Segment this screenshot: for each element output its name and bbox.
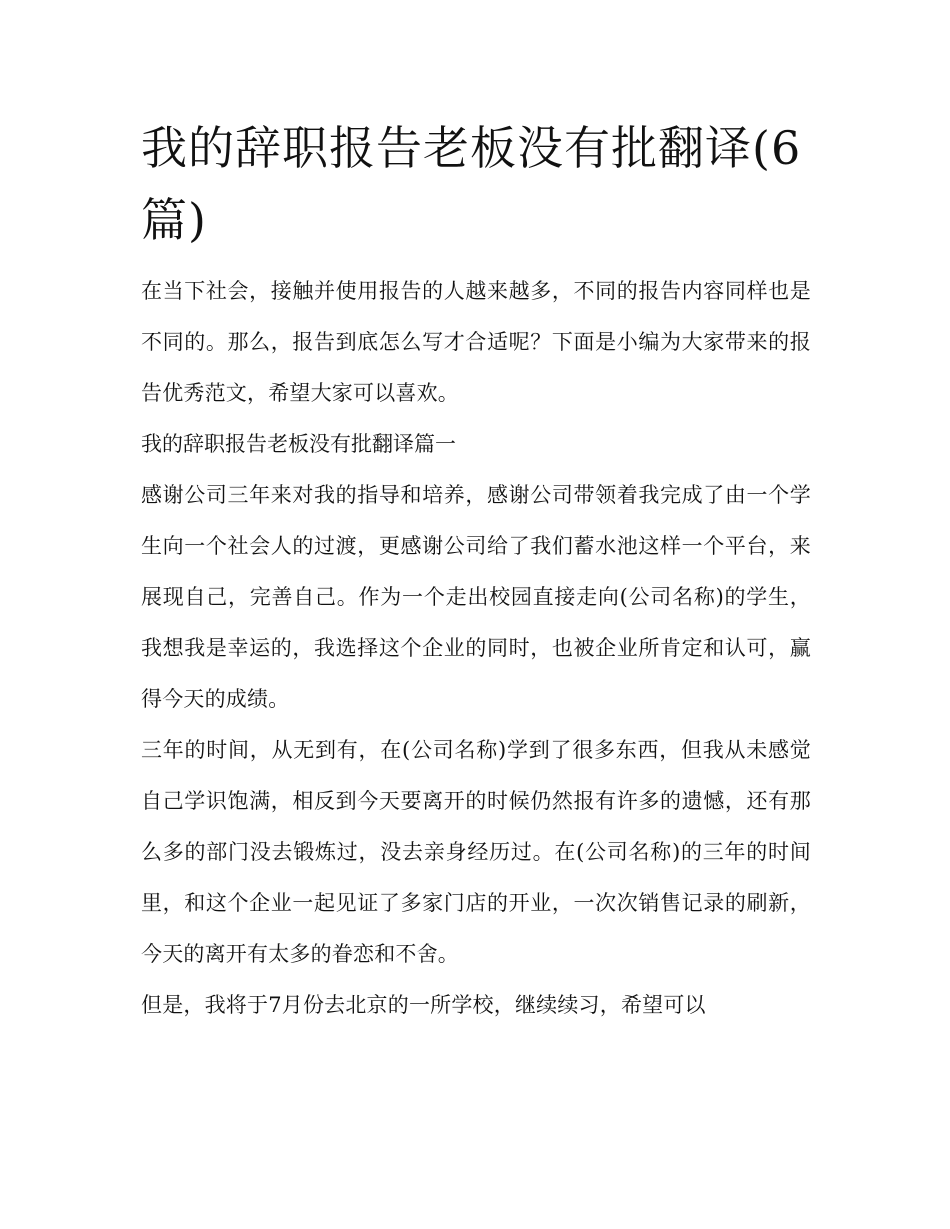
document-body xyxy=(141,112,811,1031)
body-paragraph: 三年的时间，从无到有，在(公司名称)学到了很多东西，但我从未感觉自己学识饱满，相反到今天要离开的时候仍然报有许多的遗憾，还有那么多的部门没去锻炼过，没去亲身经历过。在(公司名称)的三年的时间里，和这个企业一起见证了多家门店的开业，一次次销售记录的刷新，今天的离开有太多的眷恋和不舍。 xyxy=(141,738,811,966)
body-paragraph: 感谢公司三年来对我的指导和培养，感谢公司带领着我完成了由一个学生向一个社会人的过渡，更感谢公司给了我们蓄水池这样一个平台，来展现自己，完善自己。作为一个走出校园直接走向(公司名称)的学生，我想我是幸运的，我选择这个企业的同时，也被企业所肯定和认可，赢得今天的成绩。 xyxy=(141,483,811,711)
intro-paragraph: 在当下社会，接触并使用报告的人越来越多，不同的报告内容同样也是不同的。那么，报告到底怎么写才合适呢？下面是小编为大家带来的报告优秀范文，希望大家可以喜欢。 xyxy=(141,279,811,405)
section-heading: 我的辞职报告老板没有批翻译篇一 xyxy=(141,432,456,456)
body-paragraph: 但是，我将于7月份去北京的一所学校，继续续习，希望可以 xyxy=(141,993,706,1017)
document-title: 我的辞职报告老板没有批翻译(6篇) xyxy=(141,121,802,247)
